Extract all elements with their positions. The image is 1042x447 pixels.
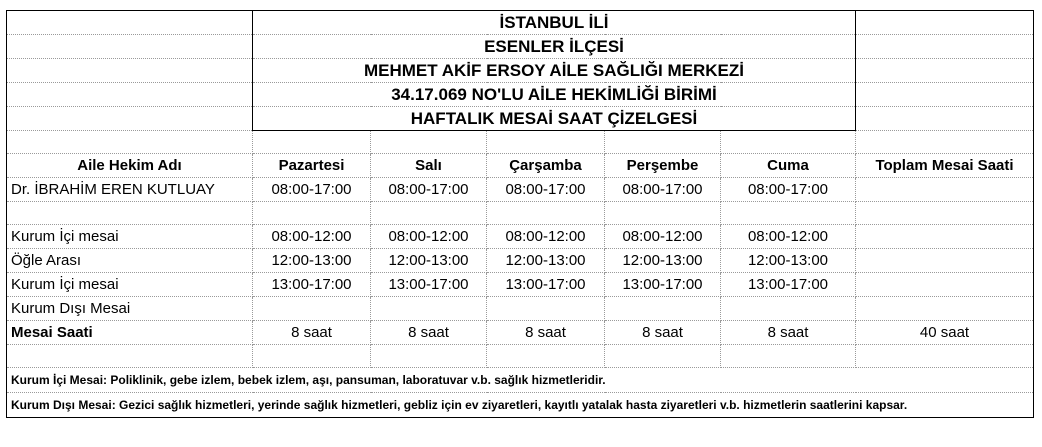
mesai-monday: 8 saat: [253, 321, 371, 345]
doctor-hours-monday: 08:00-17:00: [253, 178, 371, 202]
mesai-friday: 8 saat: [721, 321, 856, 345]
schedule-cell: 12:00-13:00: [253, 249, 371, 273]
schedule-row: [7, 273, 1034, 297]
doctor-hours-friday: 08:00-17:00: [721, 178, 856, 202]
schedule-cell: 13:00-17:00: [605, 273, 721, 297]
schedule-label: Öğle Arası: [7, 249, 253, 273]
empty-cell: [856, 11, 1034, 35]
doctor-hours-tuesday: 08:00-17:00: [371, 178, 487, 202]
doctor-name: Dr. İBRAHİM EREN KUTLUAY: [7, 178, 253, 202]
title-unit: 34.17.069 NO'LU AİLE HEKİMLİĞİ BİRİMİ: [253, 83, 856, 107]
note-external-hours: Kurum Dışı Mesai: Gezici sağlık hizmetleri, yerinde sağlık hizmetleri, gebliz için ev ziyaretleri, kayıtlı yatalak hasta ziyaretleri v.b. hizmetlerin saatlerini kapsar.: [7, 393, 1034, 418]
header-thursday: Perşembe: [605, 154, 721, 178]
note-internal-hours: Kurum İçi Mesai: Poliklinik, gebe izlem, bebek izlem, aşı, pansuman, laboratuvar v.b. sağlık hizmetleridir.: [7, 368, 1034, 393]
schedule-label: Kurum İçi mesai: [7, 273, 253, 297]
schedule-cell: 12:00-13:00: [721, 249, 856, 273]
schedule-cell: 08:00-12:00: [721, 225, 856, 249]
schedule-cell: 12:00-13:00: [371, 249, 487, 273]
empty-cell: [856, 273, 1034, 297]
schedule-cell: 08:00-12:00: [253, 225, 371, 249]
schedule-cell: [721, 297, 856, 321]
schedule-cell: 13:00-17:00: [487, 273, 605, 297]
empty-cell: [7, 107, 253, 131]
schedule-cell: [371, 297, 487, 321]
doctor-total-cell: [856, 178, 1034, 202]
schedule-label: Kurum İçi mesai: [7, 225, 253, 249]
note-row: [7, 393, 1034, 418]
schedule-cell: 13:00-17:00: [253, 273, 371, 297]
schedule-cell: 12:00-13:00: [605, 249, 721, 273]
empty-cell: [856, 225, 1034, 249]
mesai-thursday: 8 saat: [605, 321, 721, 345]
header-friday: Cuma: [721, 154, 856, 178]
empty-cell: [7, 83, 253, 107]
mesai-total: 40 saat: [856, 321, 1034, 345]
schedule-cell: [605, 297, 721, 321]
empty-cell: [856, 83, 1034, 107]
weekly-schedule-sheet: [6, 10, 1034, 418]
schedule-row: [7, 225, 1034, 249]
empty-cell: [856, 297, 1034, 321]
title-province: İSTANBUL İLİ: [253, 11, 856, 35]
header-tuesday: Salı: [371, 154, 487, 178]
schedule-label: Kurum Dışı Mesai: [7, 297, 253, 321]
schedule-cell: 12:00-13:00: [487, 249, 605, 273]
doctor-hours-wednesday: 08:00-17:00: [487, 178, 605, 202]
header-wednesday: Çarşamba: [487, 154, 605, 178]
empty-cell: [856, 107, 1034, 131]
empty-cell: [856, 59, 1034, 83]
schedule-cell: 08:00-12:00: [605, 225, 721, 249]
empty-cell: [7, 11, 253, 35]
spacer-row: [7, 131, 1034, 154]
note-row: [7, 368, 1034, 393]
schedule-cell: 13:00-17:00: [721, 273, 856, 297]
schedule-cell: 08:00-12:00: [371, 225, 487, 249]
header-total-hours: Toplam Mesai Saati: [856, 154, 1034, 178]
empty-cell: [856, 249, 1034, 273]
doctor-row: [7, 178, 1034, 202]
mesai-wednesday: 8 saat: [487, 321, 605, 345]
mesai-label: Mesai Saati: [7, 321, 253, 345]
mesai-tuesday: 8 saat: [371, 321, 487, 345]
header-monday: Pazartesi: [253, 154, 371, 178]
empty-cell: [7, 35, 253, 59]
schedule-cell: [253, 297, 371, 321]
empty-cell: [856, 35, 1034, 59]
title-schedule: HAFTALIK MESAİ SAAT ÇİZELGESİ: [253, 107, 856, 131]
title-health-center: MEHMET AKİF ERSOY AİLE SAĞLIĞI MERKEZİ: [253, 59, 856, 83]
schedule-cell: [487, 297, 605, 321]
schedule-cell: 13:00-17:00: [371, 273, 487, 297]
spacer-row: [7, 202, 1034, 225]
mesai-total-row: [7, 321, 1034, 345]
schedule-cell: 08:00-12:00: [487, 225, 605, 249]
header-doctor-name: Aile Hekim Adı: [7, 154, 253, 178]
title-district: ESENLER İLÇESİ: [253, 35, 856, 59]
header-row: [7, 154, 1034, 178]
empty-cell: [7, 59, 253, 83]
schedule-row: [7, 249, 1034, 273]
schedule-row: [7, 297, 1034, 321]
doctor-hours-thursday: 08:00-17:00: [605, 178, 721, 202]
spacer-row: [7, 345, 1034, 368]
